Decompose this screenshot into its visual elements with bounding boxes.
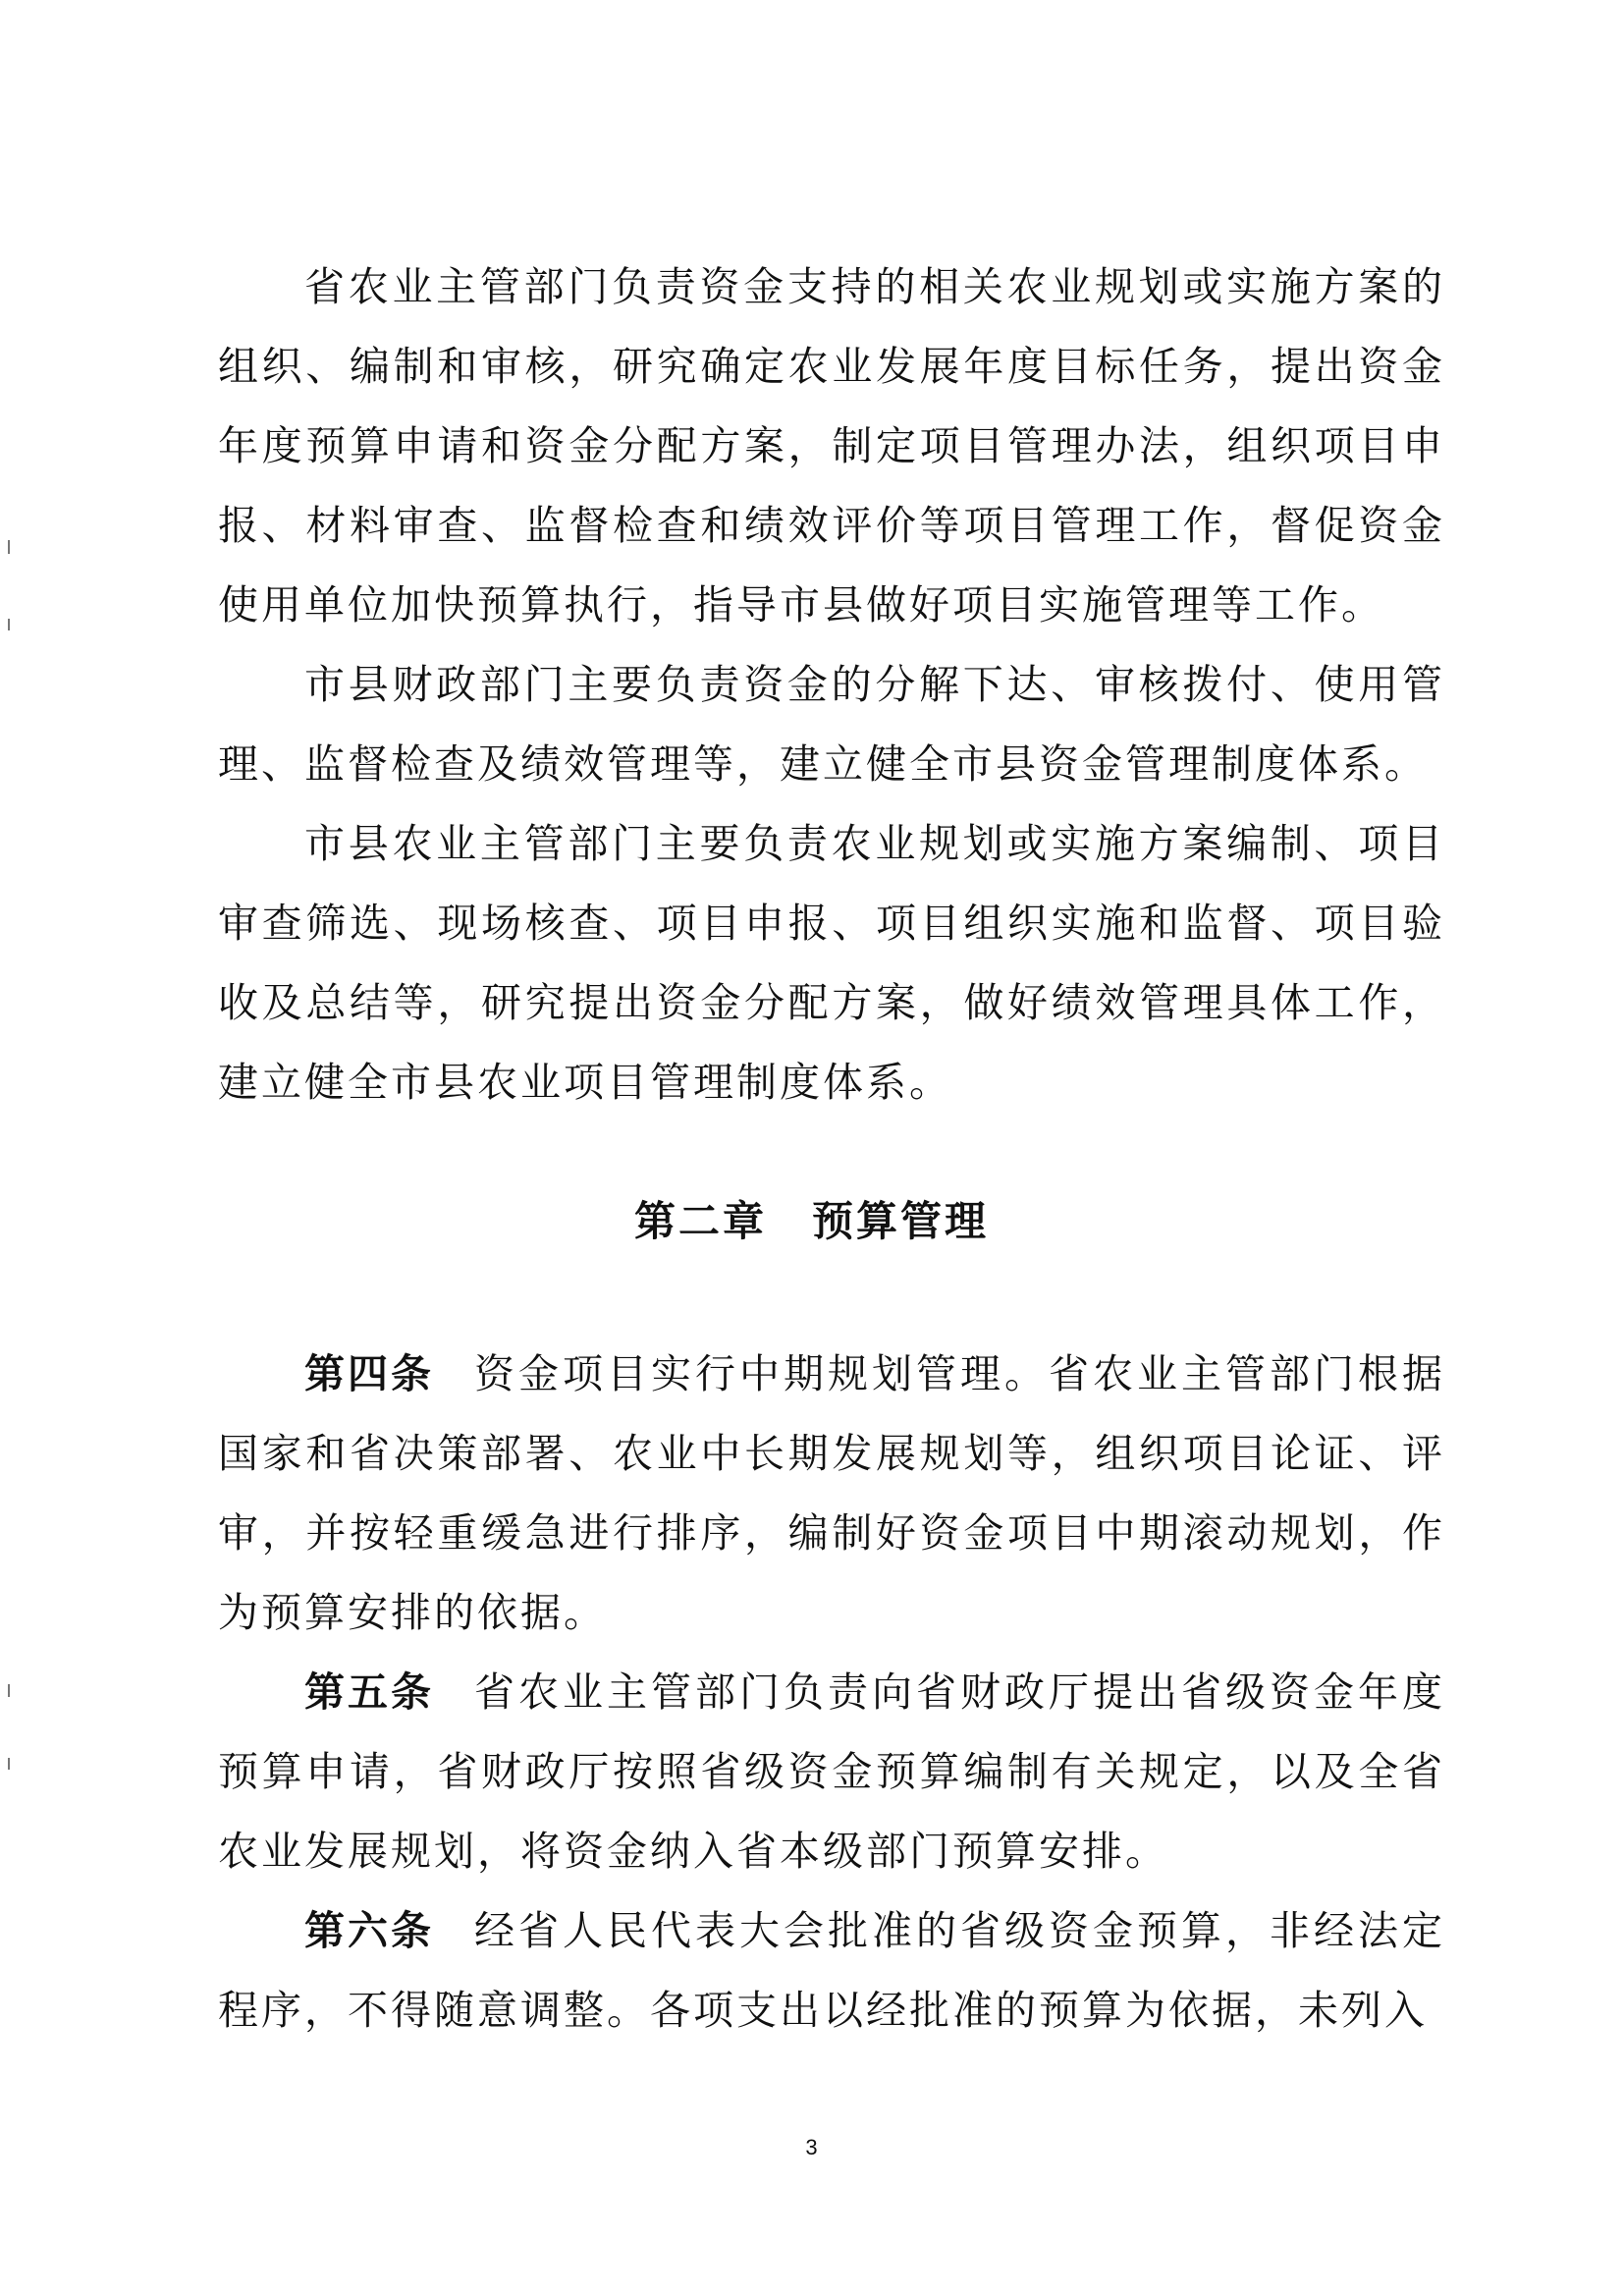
article-text: 经省人民代表大会批准的省级资金预算，非经法定程序，不得随意调整。各项支出以经批准的预算为依据，未列入: [218, 1907, 1445, 2034]
binding-hole-mark: [8, 1684, 10, 1697]
binding-hole-mark: [8, 619, 10, 630]
article-text: 资金项目实行中期规划管理。省农业主管部门根据国家和省决策部署、农业中长期发展规划等，组织项目论证、评审，并按轻重缓急进行排序，编制好资金项目中期滚动规划，作为预算安排的依据。: [218, 1350, 1445, 1636]
article-5: [218, 1653, 1445, 1891]
article-number: 第六条: [304, 1907, 434, 1954]
article-text: 省农业主管部门负责向省财政厅提出省级资金年度预算申请，省财政厅按照省级资金预算编制有关规定，以及全省农业发展规划，将资金纳入省本级部门预算安排。: [218, 1668, 1445, 1875]
page-number: 3: [805, 2135, 818, 2159]
chapter-title: 预算管理: [812, 1197, 990, 1245]
article-6: [218, 1891, 1445, 2050]
paragraph-county-agriculture-department: 市县农业主管部门主要负责农业规划或实施方案编制、项目审查筛选、现场核查、项目申报、项目组织实施和监督、项目验收及总结等，研究提出资金分配方案，做好绩效管理具体工作，建立健全市县农业项目管理制度体系。: [218, 820, 1445, 1106]
paragraph-county-finance-department: 市县财政部门主要负责资金的分解下达、审核拨付、使用管理、监督检查及绩效管理等，建立健全市县资金管理制度体系。: [218, 661, 1445, 788]
article-number: 第五条: [304, 1668, 434, 1716]
article-4: [218, 1335, 1445, 1653]
binding-hole-mark: [8, 540, 10, 554]
binding-hole-mark: [8, 1758, 10, 1770]
chapter-number: 第二章: [633, 1197, 767, 1245]
chapter-heading: [0, 1181, 1623, 1261]
article-number: 第四条: [304, 1350, 434, 1397]
paragraph-provincial-agriculture-department: 省农业主管部门负责资金支持的相关农业规划或实施方案的组织、编制和审核，研究确定农业发展年度目标任务，提出资金年度预算申请和资金分配方案，制定项目管理办法，组织项目申报、材料审查、监督检查和绩效评价等项目管理工作，督促资金使用单位加快预算执行，指导市县做好项目实施管理等工作。: [218, 263, 1445, 629]
